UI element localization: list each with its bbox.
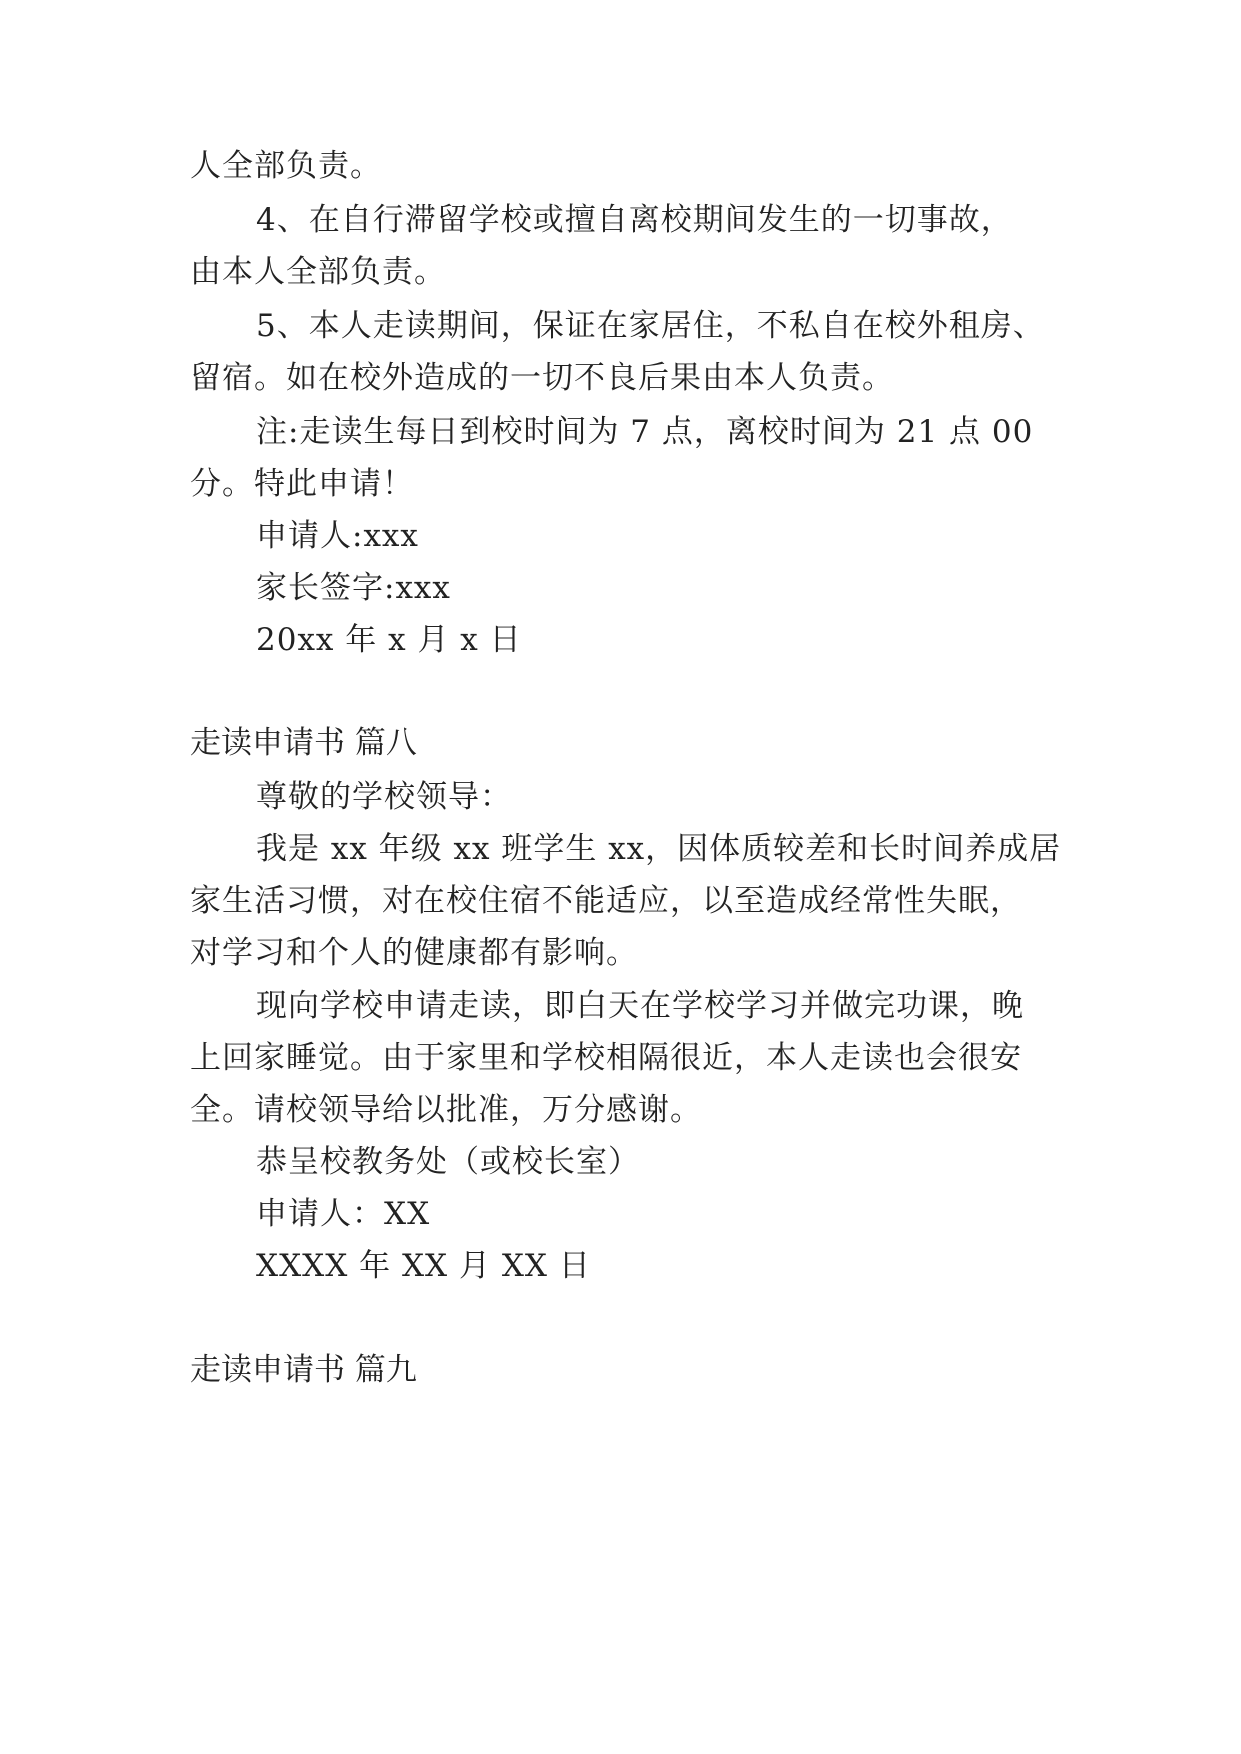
continued-line: 人全部负责。 <box>190 148 382 184</box>
item-4-line-2: 由本人全部负责。 <box>190 254 446 290</box>
paragraph-1-line-3: 对学习和个人的健康都有影响。 <box>190 935 638 971</box>
recipient-line: 恭呈校教务处（或校长室） <box>256 1144 640 1180</box>
paragraph-1-line-1: 我是 xx 年级 xx 班学生 xx，因体质较差和长时间养成居 <box>256 831 1062 867</box>
section-heading-nine: 走读申请书 篇九 <box>190 1352 417 1388</box>
salutation: 尊敬的学校领导： <box>256 779 512 815</box>
date-line-eight: XXXX 年 XX 月 XX 日 <box>256 1248 591 1284</box>
paragraph-2-line-2: 上回家睡觉。由于家里和学校相隔很近，本人走读也会很安 <box>190 1040 1022 1076</box>
paragraph-2-line-3: 全。请校领导给以批准，万分感谢。 <box>190 1092 702 1128</box>
paragraph-2-line-1: 现向学校申请走读，即白天在学校学习并做完功课，晚 <box>256 988 1024 1024</box>
parent-signature-line: 家长签字:xxx <box>256 570 451 606</box>
paragraph-1-line-2: 家生活习惯，对在校住宿不能适应，以至造成经常性失眠， <box>190 883 1022 919</box>
section-heading-eight: 走读申请书 篇八 <box>190 725 417 761</box>
applicant-line-eight: 申请人：XX <box>256 1196 431 1232</box>
item-4-line-1: 4、在自行滞留学校或擅自离校期间发生的一切事故， <box>256 202 1013 238</box>
item-5-line-2: 留宿。如在校外造成的一切不良后果由本人负责。 <box>190 360 894 396</box>
item-5-line-1: 5、本人走读期间，保证在家居住，不私自在校外租房、 <box>256 308 1045 344</box>
applicant-line: 申请人:xxx <box>256 518 419 554</box>
date-line: 20xx 年 x 月 x 日 <box>256 622 522 658</box>
note-line-1: 注:走读生每日到校时间为 7 点，离校时间为 21 点 00 <box>256 414 1034 450</box>
note-line-2: 分。特此申请！ <box>190 466 414 502</box>
